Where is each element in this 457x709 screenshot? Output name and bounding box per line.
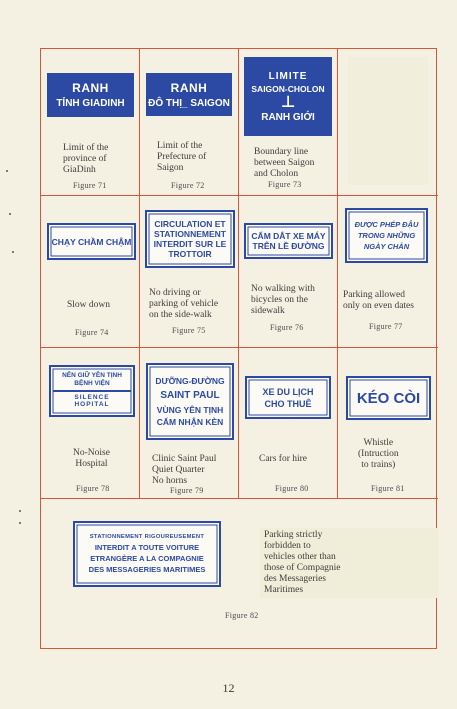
figure-label-75: Figure 75 bbox=[172, 326, 206, 335]
sign-plate-frame bbox=[40, 48, 437, 649]
figure-label-78: Figure 78 bbox=[76, 484, 110, 493]
description-72: Limit of the Prefecture of Saigon bbox=[157, 141, 207, 173]
description-80: Cars for hire bbox=[259, 454, 308, 464]
figure-label-73: Figure 73 bbox=[268, 180, 302, 189]
sign-78: NÊN GIỮ YÊN TỊNH BỆNH VIỆN SILENCE HOPITAL bbox=[49, 365, 135, 417]
figure-cell-blank bbox=[338, 49, 438, 196]
description-82: Parking strictly forbidden to vehicles other than those of Compagnie des Messageries Maritimes bbox=[260, 528, 438, 598]
description-73: Boundary line between Saigon and Cholon bbox=[254, 147, 315, 179]
sign-81: KÉO CÒI bbox=[346, 376, 431, 420]
figure-cell-76 bbox=[239, 196, 338, 348]
margin-mark bbox=[6, 170, 8, 172]
description-79: Clinic Saint Paul Quiet Quarter No horns bbox=[152, 454, 217, 486]
sign-73: LIMITE SAIGON-CHOLON ⊥ RANH GIỚI bbox=[244, 57, 332, 136]
margin-mark bbox=[12, 251, 14, 253]
figure-cell-79 bbox=[140, 348, 239, 499]
figure-label-80: Figure 80 bbox=[275, 484, 309, 493]
figure-label-72: Figure 72 bbox=[171, 181, 205, 190]
sign-75: CIRCULATION ET STATIONNEMENT INTERDIT SUR LE TROTTOIR bbox=[145, 210, 235, 268]
blank-panel bbox=[348, 57, 428, 185]
description-71: Limit of the province of GiaDinh bbox=[63, 143, 109, 175]
figure-cell-73 bbox=[239, 49, 338, 196]
figure-label-71: Figure 71 bbox=[73, 181, 107, 190]
sign-71: RANH TỈNH GIADINH bbox=[47, 73, 134, 117]
figure-cell-77 bbox=[338, 196, 438, 348]
figure-label-74: Figure 74 bbox=[75, 328, 109, 337]
margin-mark bbox=[19, 510, 21, 512]
sign-77: ĐƯỢC PHÉP ĐẬU TRONG NHỮNG NGÀY CHẴN bbox=[345, 208, 428, 263]
figure-label-79: Figure 79 bbox=[170, 486, 204, 495]
figure-cell-78 bbox=[41, 348, 140, 499]
figure-label-81: Figure 81 bbox=[371, 484, 405, 493]
description-78: No-Noise Hospital bbox=[73, 448, 110, 469]
margin-mark bbox=[9, 213, 11, 215]
figure-cell-80 bbox=[239, 348, 338, 499]
figure-cell-75 bbox=[140, 196, 239, 348]
description-76: No walking with bicycles on the sidewalk bbox=[251, 284, 315, 316]
figure-cell-81 bbox=[338, 348, 438, 499]
sign-76: CẤM DẮT XE MÁY TRÊN LỀ ĐƯỜNG bbox=[244, 223, 333, 259]
figure-label-82: Figure 82 bbox=[225, 611, 259, 620]
sign-82: STATIONNEMENT RIGOUREUSEMENT INTERDIT A TOUTE VOITURE ETRANGÈRE A LA COMPAGNIE DES MESSAGERIES MARITIMES bbox=[73, 521, 221, 587]
figure-cell-74 bbox=[41, 196, 140, 348]
figure-label-76: Figure 76 bbox=[270, 323, 304, 332]
figure-cell-82 bbox=[41, 499, 438, 650]
sign-72: RANH ĐÔ THỊ_ SAIGON bbox=[146, 73, 232, 116]
description-74: Slow down bbox=[67, 300, 111, 310]
figure-cell-71 bbox=[41, 49, 140, 196]
description-77: Parking allowed only on even dates bbox=[343, 290, 414, 311]
figure-label-77: Figure 77 bbox=[369, 322, 403, 331]
page-number: 12 bbox=[222, 681, 235, 695]
description-75: No driving or parking of vehicle on the side-walk bbox=[149, 288, 219, 320]
sign-79: DƯỠNG-ĐƯỜNG SAINT PAUL VÙNG YÊN TỊNH CẤM NHẬN KÈN bbox=[146, 363, 234, 440]
figure-cell-72 bbox=[140, 49, 239, 196]
margin-mark bbox=[19, 522, 21, 524]
sign-80: XE DU LỊCH CHO THUÊ bbox=[245, 376, 331, 419]
description-81: Whistle (Intruction to trains) bbox=[358, 438, 399, 470]
sign-74: CHẠY CHẦM CHẬM bbox=[47, 223, 136, 260]
